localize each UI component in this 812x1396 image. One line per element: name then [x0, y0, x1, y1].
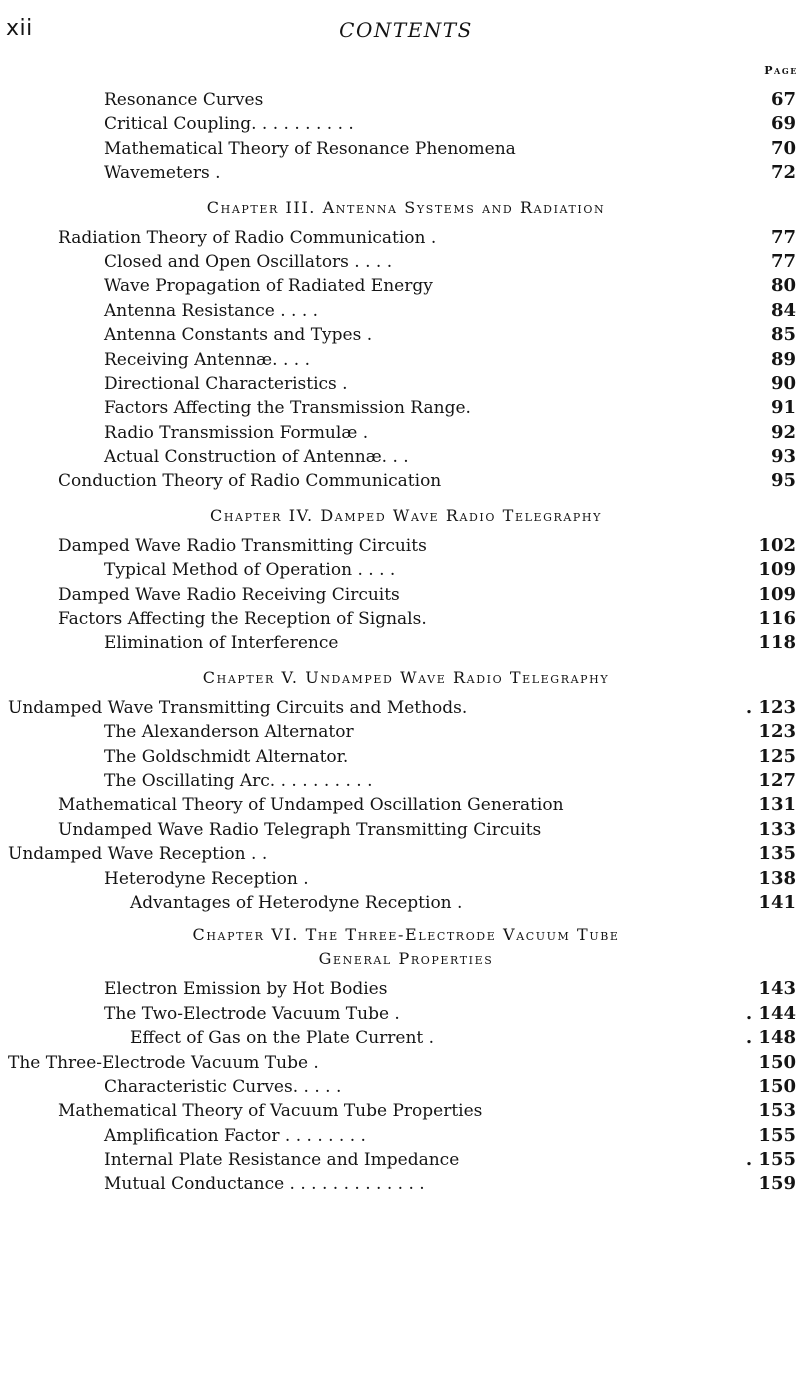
- toc-entry: [0, 1051, 812, 1075]
- toc-entry-page: 116: [758, 608, 796, 630]
- toc-entry: [0, 161, 812, 185]
- toc-entry-page: . 155: [745, 1149, 796, 1171]
- toc-entry: [0, 1124, 812, 1148]
- toc-entry-page: . 144: [745, 1002, 796, 1024]
- toc-entry: [0, 631, 812, 655]
- chapter-heading-line: Chapter VI. The Three-Electrode Vacuum Tube: [192, 925, 620, 945]
- page-header: [6, 16, 806, 50]
- toc-entry-page: 95: [770, 470, 796, 492]
- toc-entry: [0, 720, 812, 744]
- toc-entry: [0, 1099, 812, 1123]
- toc-entry-page: 131: [758, 794, 796, 816]
- toc-entry-page: 118: [758, 632, 796, 654]
- toc-entry-title: Factors Affecting the Reception of Signals.: [58, 609, 427, 630]
- toc-entry-title: Undamped Wave Reception . .: [8, 844, 268, 865]
- chapter-heading-line: General Properties: [318, 949, 494, 969]
- toc-entry-page: 150: [758, 1051, 796, 1073]
- toc-entry: [0, 867, 812, 891]
- chapter-heading-line: Chapter V. Undamped Wave Radio Telegraphy: [202, 667, 610, 687]
- toc-entry-page: 123: [758, 721, 796, 743]
- chapter-heading: [0, 186, 812, 226]
- toc-entry-page: . 123: [745, 696, 796, 718]
- toc-entry-page: 109: [758, 583, 796, 605]
- toc-entry-page: 70: [770, 137, 796, 159]
- toc-entry-page: 155: [758, 1124, 796, 1146]
- toc-entry-title: Resonance Curves: [104, 90, 264, 110]
- toc-entry-page: 102: [758, 534, 796, 556]
- toc-entry-title: Radiation Theory of Radio Communication .: [58, 227, 437, 248]
- chapter-heading: [0, 494, 812, 534]
- toc-entry-title: Receiving Antennæ. . . .: [104, 349, 310, 370]
- toc-entry-page: 127: [758, 769, 796, 791]
- toc-entry: [0, 793, 812, 817]
- toc-entry-page: . 148: [745, 1027, 796, 1049]
- toc-entry-page: 91: [770, 397, 796, 419]
- toc-entry: [0, 842, 812, 866]
- running-title: CONTENTS: [339, 18, 473, 42]
- toc-entry-page: 109: [758, 559, 796, 581]
- toc-entry-title: Undamped Wave Transmitting Circuits and Methods.: [8, 697, 468, 718]
- toc-entry-title: Mathematical Theory of Vacuum Tube Properties: [58, 1101, 483, 1122]
- toc-entry-title: Closed and Open Oscillators . . . .: [104, 251, 393, 272]
- toc-entry: [0, 1172, 812, 1196]
- toc-entry-title: Typical Method of Operation . . . .: [104, 560, 396, 581]
- toc-entry: [0, 250, 812, 274]
- toc-entry-page: 153: [758, 1100, 796, 1122]
- toc-entry-page: 138: [758, 867, 796, 889]
- toc-entry-title: The Two-Electrode Vacuum Tube .: [104, 1003, 400, 1024]
- toc-entry: [0, 558, 812, 582]
- toc-entry: [0, 583, 812, 607]
- toc-entry: [0, 274, 812, 298]
- toc-entry-page: 92: [770, 421, 796, 443]
- toc-entry-page: 90: [770, 372, 796, 394]
- toc-entry-title: Wave Propagation of Radiated Energy: [104, 276, 433, 297]
- toc-entry-title: The Oscillating Arc. . . . . . . . . .: [104, 770, 373, 791]
- toc-entry-page: 77: [770, 250, 796, 272]
- toc-entry-title: Heterodyne Reception .: [104, 868, 309, 889]
- toc-entry-page: 85: [770, 324, 796, 346]
- toc-entry-page: 135: [758, 843, 796, 865]
- toc-entry-page: 159: [758, 1173, 796, 1195]
- toc-entry-page: 72: [770, 162, 796, 184]
- toc-entry-page: 133: [758, 818, 796, 840]
- toc-entry-title: Actual Construction of Antennæ. . .: [104, 447, 409, 468]
- toc-entry-title: Characteristic Curves. . . . .: [104, 1076, 342, 1097]
- toc-entry-title: Mathematical Theory of Undamped Oscillation Generation: [58, 795, 564, 816]
- toc-entry-title: Wavemeters .: [104, 163, 221, 184]
- toc-entry: [0, 299, 812, 323]
- toc-entry: [0, 112, 812, 136]
- toc-entry-title: Mutual Conductance . . . . . . . . . . . . .: [104, 1174, 425, 1195]
- toc-entry-page: 93: [770, 446, 796, 468]
- toc-entry: [0, 137, 812, 161]
- toc-entry-title: Undamped Wave Radio Telegraph Transmitting Circuits: [58, 819, 542, 840]
- toc-entry: [0, 977, 812, 1001]
- toc-entry: [0, 745, 812, 769]
- toc-entry-title: Elimination of Interference: [104, 633, 339, 654]
- toc-entry-title: The Alexanderson Alternator: [104, 722, 354, 743]
- toc-entry-page: 125: [758, 745, 796, 767]
- toc-entry: [0, 696, 812, 720]
- toc-entry: [0, 445, 812, 469]
- toc-entry: [0, 88, 812, 112]
- toc-entry-title: The Three-Electrode Vacuum Tube .: [8, 1052, 319, 1073]
- chapter-heading: [0, 915, 812, 977]
- toc-entry: [0, 372, 812, 396]
- toc-entry-page: 150: [758, 1075, 796, 1097]
- toc-entry: [0, 1075, 812, 1099]
- toc-entry-title: Amplification Factor . . . . . . . .: [104, 1125, 366, 1146]
- chapter-heading-line: Chapter III. Antenna Systems and Radiation: [206, 197, 606, 217]
- chapter-heading-line: Chapter IV. Damped Wave Radio Telegraphy: [209, 505, 602, 525]
- toc-entry-title: Radio Transmission Formulæ .: [104, 422, 369, 443]
- toc-entry-title: The Goldschmidt Alternator.: [104, 746, 349, 767]
- toc-entry: [0, 1148, 812, 1172]
- toc-entry: [0, 396, 812, 420]
- toc-entry-title: Antenna Constants and Types .: [104, 325, 373, 346]
- toc-entry-title: Electron Emission by Hot Bodies: [104, 979, 388, 1000]
- toc-entry: [0, 348, 812, 372]
- toc-entry-page: 143: [758, 978, 796, 1000]
- toc-entry-title: Conduction Theory of Radio Communication: [58, 471, 442, 492]
- toc-entry: [0, 421, 812, 445]
- toc-entry-title: Damped Wave Radio Transmitting Circuits: [58, 535, 427, 556]
- page-column-label: Page: [764, 64, 798, 77]
- toc-entry-title: Antenna Resistance . . . .: [104, 300, 319, 321]
- toc-entry-title: Effect of Gas on the Plate Current .: [130, 1028, 435, 1049]
- toc-entry-title: Mathematical Theory of Resonance Phenomena: [104, 138, 516, 159]
- toc-entry: [0, 818, 812, 842]
- toc-entry-title: Damped Wave Radio Receiving Circuits: [58, 584, 400, 605]
- toc-entry-page: 69: [770, 113, 796, 135]
- toc-entry-title: Critical Coupling. . . . . . . . . .: [104, 114, 354, 135]
- toc-entry-page: 80: [770, 275, 796, 297]
- toc-entry: [0, 607, 812, 631]
- table-of-contents: [0, 88, 812, 1197]
- toc-entry: [0, 469, 812, 493]
- toc-entry-title: Directional Characteristics .: [104, 373, 348, 394]
- toc-entry-page: 77: [770, 226, 796, 248]
- toc-entry: [0, 534, 812, 558]
- toc-entry: [0, 226, 812, 250]
- toc-entry: [0, 323, 812, 347]
- toc-entry: [0, 1026, 812, 1050]
- page-number: xii: [6, 16, 33, 41]
- toc-entry: [0, 769, 812, 793]
- toc-entry: [0, 891, 812, 915]
- toc-entry-page: 84: [770, 299, 796, 321]
- toc-entry: [0, 1002, 812, 1026]
- toc-entry-title: Internal Plate Resistance and Impedance: [104, 1150, 460, 1171]
- chapter-heading: [0, 656, 812, 696]
- toc-entry-title: Advantages of Heterodyne Reception .: [130, 892, 463, 913]
- toc-entry-page: 141: [758, 891, 796, 913]
- toc-entry-page: 67: [770, 89, 796, 110]
- toc-entry-title: Factors Affecting the Transmission Range.: [104, 398, 471, 419]
- toc-entry-page: 89: [770, 348, 796, 370]
